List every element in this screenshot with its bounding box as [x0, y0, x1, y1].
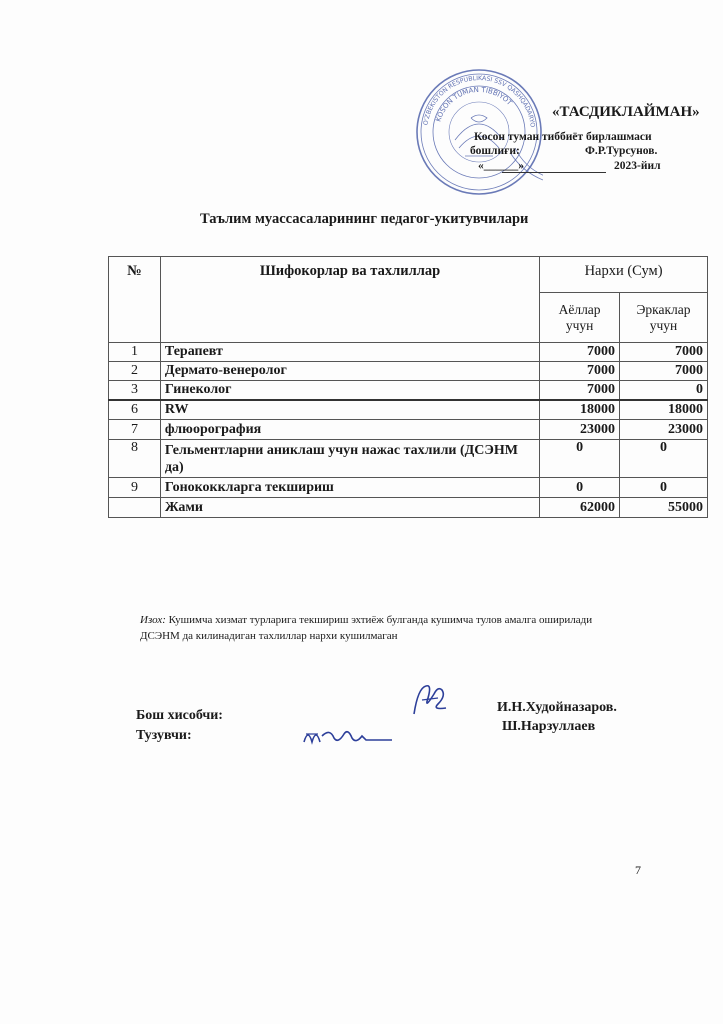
table-row: 6 RW 18000 18000 — [109, 400, 708, 420]
stamp-inner-text: KOSON TUMAN TIBBIYOT — [434, 85, 514, 123]
table-row: 8 Гельментларни аниклаш учун нажас тахлили (ДСЭНМ да) 0 0 — [109, 440, 708, 478]
organization-name: Косон туман тиббиёт бирлашмаси — [474, 131, 652, 143]
date-underline — [502, 172, 606, 173]
header-number: № — [109, 257, 161, 343]
note-label: Изох: — [140, 614, 166, 626]
table-row: 7 флюорография 23000 23000 — [109, 420, 708, 440]
table-row: 1 Терапевт 7000 7000 — [109, 343, 708, 362]
signature-compiler — [300, 722, 396, 750]
page-number: 7 — [635, 863, 641, 877]
note-line-2: ДСЭНМ да килинадиган тахлиллар нархи кушилмаган — [140, 630, 398, 642]
table-row: 2 Дермато-венеролог 7000 7000 — [109, 362, 708, 381]
table-total-row — [109, 498, 708, 518]
total-women: 62000 — [540, 498, 620, 518]
approval-heading: «ТАСДИКЛАЙМАН» — [552, 104, 700, 120]
compiler-name: Ш.Нарзуллаев — [502, 719, 596, 734]
approval-date-prefix: «______» — [478, 160, 524, 172]
chief-accountant-label: Бош хисобчи: — [136, 708, 223, 723]
price-table — [108, 256, 708, 518]
total-label: Жами — [160, 498, 539, 518]
header-men: Эркаклар учун — [620, 293, 708, 343]
document-title: Таълим муассасаларининг педагог-укитувчилари — [200, 211, 529, 227]
header-name: Шифокорлар ва тахлиллар — [160, 257, 539, 343]
header-price: Нархи (Сум) — [540, 257, 708, 293]
header-women: Аёллар учун — [540, 293, 620, 343]
stamp-outer-text: O'ZBEKISTON RESPUBLIKASI SSV QASHQADARYO — [422, 74, 536, 128]
table-row: 9 Гонококкларга текшириш 0 0 — [109, 478, 708, 498]
signature-chief-accountant — [408, 680, 452, 720]
compiler-label: Тузувчи: — [136, 728, 192, 743]
chief-accountant-name: И.Н.Худойназаров. — [497, 700, 617, 715]
chief-name: Ф.Р.Турсунов. — [585, 145, 658, 157]
note-line-1: Кушимча хизмат турларига текшириш эхтиёж булганда кушимча тулов амалга оширилади — [168, 614, 593, 626]
approval-date-year: 2023-йил — [614, 160, 661, 172]
table-row: 3 Гинеколог 7000 0 — [109, 381, 708, 400]
chief-label: бошлиғи: — [470, 145, 520, 157]
total-men: 55000 — [620, 498, 708, 518]
note — [140, 612, 700, 644]
